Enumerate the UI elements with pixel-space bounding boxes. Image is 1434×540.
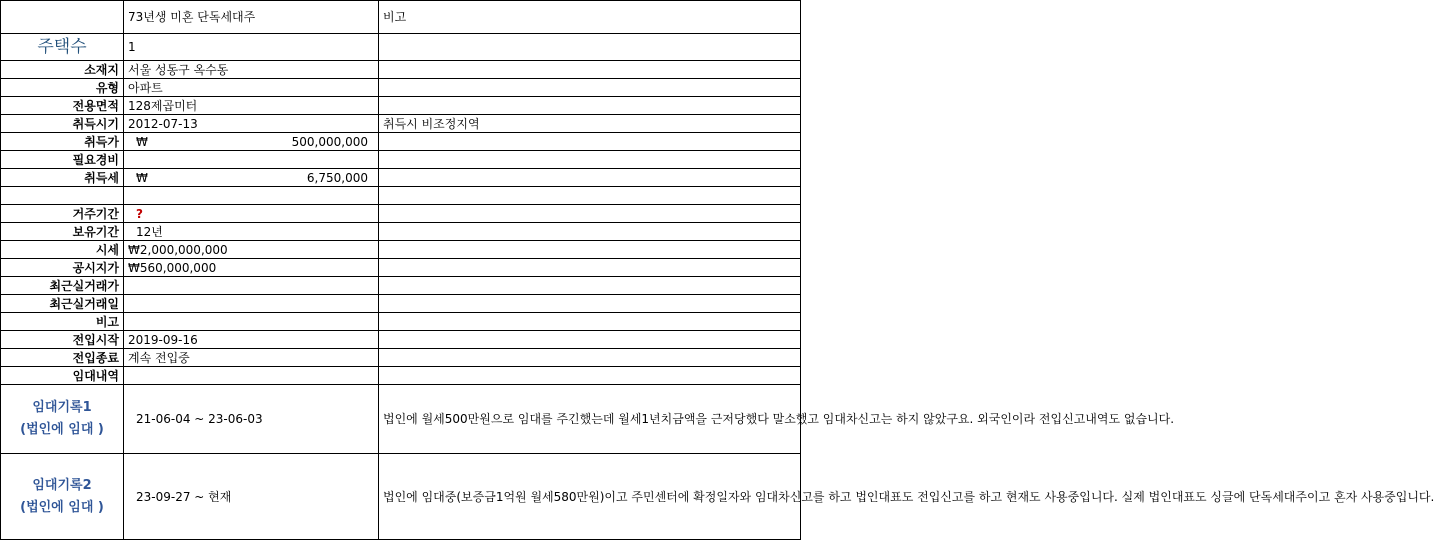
value-official[interactable]: ₩560,000,000 [124, 259, 379, 277]
currency-symbol: ₩ [136, 134, 148, 149]
note-holding[interactable] [379, 223, 801, 241]
note-official[interactable] [379, 259, 801, 277]
note-rent-hist[interactable] [379, 367, 801, 385]
value-move-end[interactable]: 계속 전입중 [124, 349, 379, 367]
value-acq-price[interactable] [124, 133, 379, 151]
value-market[interactable]: ₩2,000,000,000 [124, 241, 379, 259]
rental-title: 임대기록1 [32, 400, 92, 415]
label-houses[interactable]: 주택수 [1, 34, 124, 61]
value-location[interactable]: 서울 성동구 옥수동 [124, 61, 379, 79]
row-rental-2 [1, 454, 801, 540]
label-recent-date[interactable]: 최근실거래일 [1, 295, 124, 313]
value-type[interactable]: 아파트 [124, 79, 379, 97]
note-acq-price[interactable] [379, 133, 801, 151]
value-houses[interactable]: 1 [124, 34, 379, 61]
value-expense[interactable] [124, 151, 379, 169]
row-residence [1, 205, 801, 223]
label-rental-1[interactable] [1, 385, 124, 454]
rental-period: 23-09-27 ~ 현재 [136, 489, 232, 504]
label-residence[interactable]: 거주기간 [1, 205, 124, 223]
holding-text: 12년 [136, 224, 163, 239]
note-area[interactable] [379, 97, 801, 115]
note-houses[interactable] [379, 34, 801, 61]
row-move-in [1, 331, 801, 349]
row-acq-price [1, 133, 801, 151]
label-acq-price[interactable]: 취득가 [1, 133, 124, 151]
row-recent-date [1, 295, 801, 313]
note-rental-2[interactable]: 법인에 임대중(보증금1억원 월세580만원)이고 주민센터에 확정일자와 임대차신고를 하고 법인대표도 전입신고를 하고 현재도 사용중입니다. 실제 법인대표도 싱글에 단독세대주이고 혼자 사용중입니다. [379, 454, 801, 540]
label-market[interactable]: 시세 [1, 241, 124, 259]
label-holding[interactable]: 보유기간 [1, 223, 124, 241]
label-expense[interactable]: 필요경비 [1, 151, 124, 169]
label-move-in[interactable]: 전입시작 [1, 331, 124, 349]
row-remark [1, 313, 801, 331]
value-blank[interactable] [124, 187, 379, 205]
label-acq-date[interactable]: 취득시기 [1, 115, 124, 133]
header-row [1, 1, 801, 34]
label-area[interactable]: 전용면적 [1, 97, 124, 115]
label-rent-hist[interactable]: 임대내역 [1, 367, 124, 385]
value-acq-date[interactable]: 2012-07-13 [124, 115, 379, 133]
row-blank [1, 187, 801, 205]
note-blank[interactable] [379, 187, 801, 205]
note-residence[interactable] [379, 205, 801, 223]
rental-subtitle: (법인에 임대 ) [20, 499, 104, 515]
rental-title: 임대기록2 [32, 477, 92, 493]
row-holding [1, 223, 801, 241]
note-acq-tax[interactable] [379, 169, 801, 187]
note-type[interactable] [379, 79, 801, 97]
label-remark[interactable]: 비고 [1, 313, 124, 331]
row-rental-1 [1, 385, 801, 454]
note-market[interactable] [379, 241, 801, 259]
row-official [1, 259, 801, 277]
value-holding[interactable] [124, 223, 379, 241]
note-move-in[interactable] [379, 331, 801, 349]
corner-cell[interactable] [1, 1, 124, 34]
row-rent-hist [1, 367, 801, 385]
note-recent-price[interactable] [379, 277, 801, 295]
note-rental-1[interactable]: 법인에 월세500만원으로 임대를 주긴했는데 월세1년치금액을 근저당했다 말소했고 임대차신고는 하지 않았구요. 외국인이라 전입신고내역도 없습니다. [379, 385, 801, 454]
note-header[interactable]: 비고 [379, 1, 801, 34]
value-move-in[interactable]: 2019-09-16 [124, 331, 379, 349]
value-rental-1[interactable] [124, 385, 379, 454]
row-market [1, 241, 801, 259]
rental-period: 21-06-04 ~ 23-06-03 [136, 412, 263, 426]
row-expense [1, 151, 801, 169]
value-rental-2[interactable] [124, 454, 379, 540]
row-acq-date [1, 115, 801, 133]
unknown-mark: ? [136, 206, 143, 221]
row-acq-tax [1, 169, 801, 187]
label-official[interactable]: 공시지가 [1, 259, 124, 277]
label-acq-tax[interactable]: 취득세 [1, 169, 124, 187]
value-acq-tax[interactable] [124, 169, 379, 187]
note-acq-date[interactable]: 취득시 비조정지역 [379, 115, 801, 133]
sheet-title[interactable]: 73년생 미혼 단독세대주 [124, 1, 379, 34]
row-area [1, 97, 801, 115]
value-remark[interactable] [124, 313, 379, 331]
note-location[interactable] [379, 61, 801, 79]
label-blank[interactable] [1, 187, 124, 205]
label-move-end[interactable]: 전입종료 [1, 349, 124, 367]
note-expense[interactable] [379, 151, 801, 169]
label-type[interactable]: 유형 [1, 79, 124, 97]
row-move-end [1, 349, 801, 367]
value-rent-hist[interactable] [124, 367, 379, 385]
row-type [1, 79, 801, 97]
note-move-end[interactable] [379, 349, 801, 367]
rental-subtitle: (법인에 임대 ) [20, 422, 104, 437]
note-recent-date[interactable] [379, 295, 801, 313]
label-rental-2[interactable] [1, 454, 124, 540]
row-recent-price [1, 277, 801, 295]
label-recent-price[interactable]: 최근실거래가 [1, 277, 124, 295]
note-remark[interactable] [379, 313, 801, 331]
label-location[interactable]: 소재지 [1, 61, 124, 79]
currency-symbol: ₩ [136, 170, 148, 185]
amount: 500,000,000 [291, 134, 368, 149]
value-recent-price[interactable] [124, 277, 379, 295]
value-residence[interactable] [124, 205, 379, 223]
value-area[interactable]: 128제곱미터 [124, 97, 379, 115]
row-houses [1, 34, 801, 61]
value-recent-date[interactable] [124, 295, 379, 313]
amount: 6,750,000 [306, 170, 368, 185]
row-location [1, 61, 801, 79]
